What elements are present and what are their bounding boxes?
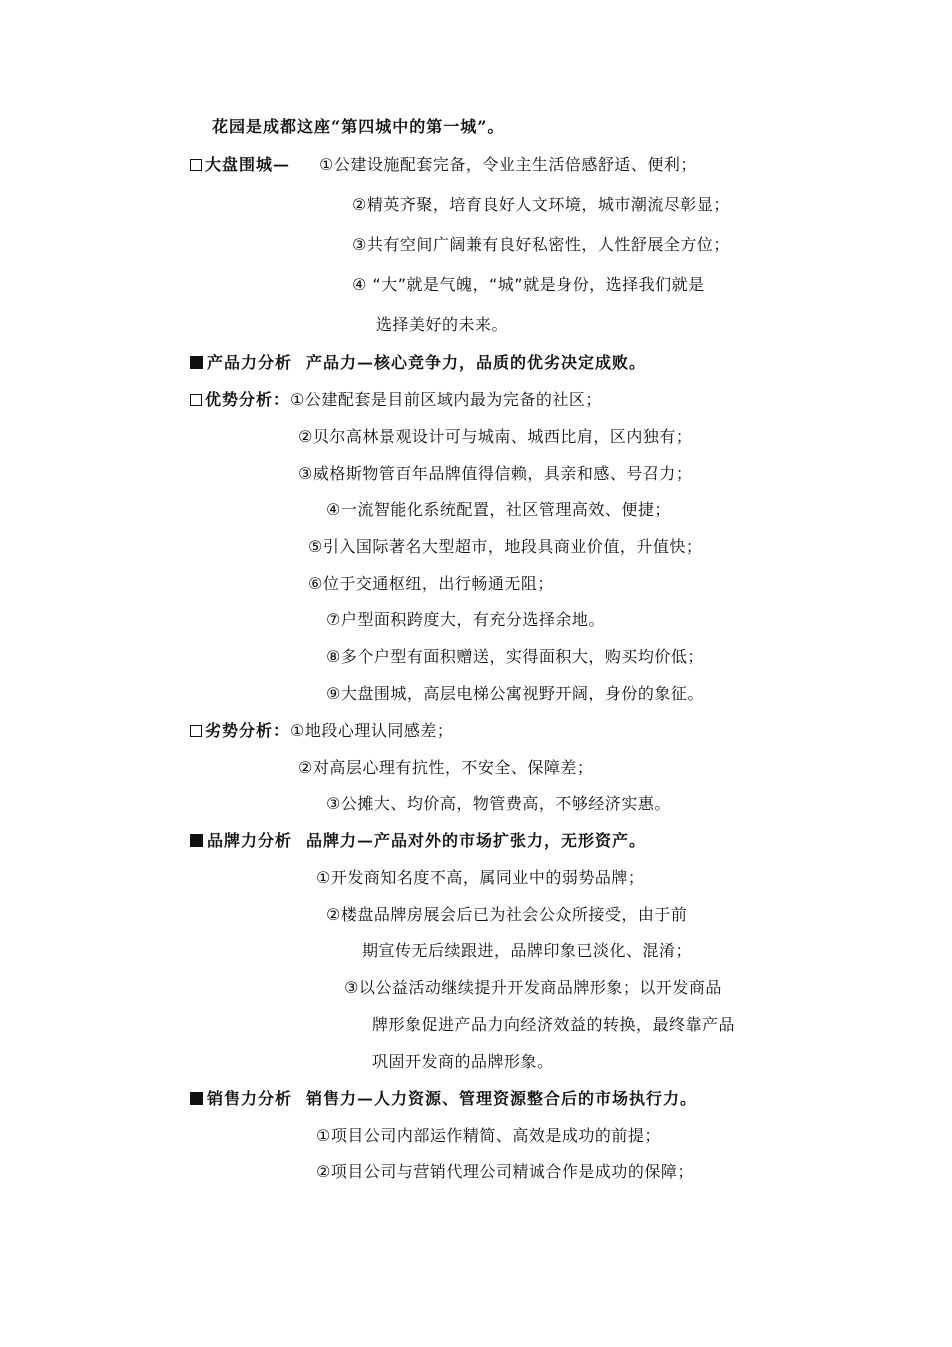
advantage-heading bbox=[190, 390, 602, 410]
advantage-item: ①公建配套是目前区域内最为完备的社区； bbox=[290, 390, 602, 409]
product-heading bbox=[190, 353, 646, 373]
dapan-item: ③共有空间广阔兼有良好私密性，人性舒展全方位； bbox=[352, 235, 730, 254]
advantage-item: ⑨大盘围城，高层电梯公寓视野开阔，身份的象征。 bbox=[326, 684, 704, 703]
disadvantage-heading bbox=[190, 721, 453, 741]
advantage-item: ⑧多个户型有面积赠送，实得面积大，购买均价低； bbox=[326, 647, 704, 666]
intro-text: 花园是成都这座“第四城中的第一城”。 bbox=[212, 117, 505, 136]
brand-item: ②楼盘品牌房展会后已为社会公众所接受，由于前 bbox=[326, 905, 688, 924]
advantage-item: ⑤引入国际著名大型超市，地段具商业价值，升值快； bbox=[308, 537, 703, 556]
brand-item: ③以公益活动继续提升开发商品牌形象；以开发商品 bbox=[344, 978, 722, 997]
brand-item: ①开发商知名度不高，属同业中的弱势品牌； bbox=[316, 868, 645, 887]
advantage-item: ⑦户型面积跨度大，有充分选择余地。 bbox=[326, 610, 605, 629]
dapan-heading bbox=[190, 155, 290, 175]
dapan-label: 大盘围城— bbox=[205, 155, 291, 174]
brand-item: 巩固开发商的品牌形象。 bbox=[372, 1052, 554, 1071]
sales-heading bbox=[190, 1089, 697, 1109]
brand-label: 品牌力分析 bbox=[207, 831, 293, 850]
advantage-item: ④一流智能化系统配置，社区管理高效、便捷； bbox=[326, 500, 671, 519]
dapan-item: ①公建设施配套完备，令业主生活倍感舒适、便利； bbox=[319, 155, 697, 174]
brand-heading bbox=[190, 831, 646, 851]
advantage-item: ⑥位于交通枢纽，出行畅通无阻； bbox=[308, 574, 554, 593]
product-desc: 产品力—核心竞争力，品质的优劣决定成败。 bbox=[306, 353, 647, 372]
product-label: 产品力分析 bbox=[207, 353, 293, 372]
sales-label: 销售力分析 bbox=[207, 1089, 293, 1108]
advantage-item: ②贝尔高林景观设计可与城南、城西比肩，区内独有； bbox=[298, 427, 693, 446]
bullet-square-icon bbox=[190, 356, 203, 369]
advantage-item: ③威格斯物管百年品牌值得信赖，具亲和感、号召力； bbox=[298, 464, 693, 483]
brand-item: 期宣传无后续跟进，品牌印象已淡化、混淆； bbox=[362, 941, 693, 960]
sales-item: ②项目公司与营销代理公司精诚合作是成功的保障； bbox=[316, 1162, 694, 1181]
dapan-item: ②精英齐聚，培育良好人文环境，城市潮流尽彰显； bbox=[352, 195, 730, 214]
advantage-label: 优势分析： bbox=[205, 390, 291, 409]
disadvantage-label: 劣势分析： bbox=[205, 721, 291, 740]
sales-desc: 销售力—人力资源、管理资源整合后的市场执行力。 bbox=[306, 1089, 698, 1108]
bullet-square-icon bbox=[190, 1092, 203, 1105]
dapan-item: ④ “大”就是气魄，“城”就是身份，选择我们就是 bbox=[352, 275, 705, 294]
checkbox-icon bbox=[190, 394, 202, 406]
brand-desc: 品牌力—产品对外的市场扩张力，无形资产。 bbox=[306, 831, 647, 850]
disadvantage-item: ②对高层心理有抗性，不安全、保障差； bbox=[298, 758, 594, 777]
dapan-item: 选择美好的未来。 bbox=[376, 315, 509, 334]
disadvantage-item: ③公摊大、均价高，物管费高，不够经济实惠。 bbox=[326, 794, 671, 813]
bullet-square-icon bbox=[190, 834, 203, 847]
brand-item: 牌形象促进产品力向经济效益的转换，最终靠产品 bbox=[372, 1015, 736, 1034]
checkbox-icon bbox=[190, 159, 202, 171]
disadvantage-item: ①地段心理认同感差； bbox=[290, 721, 454, 740]
checkbox-icon bbox=[190, 725, 202, 737]
sales-item: ①项目公司内部运作精简、高效是成功的前提； bbox=[316, 1126, 661, 1145]
